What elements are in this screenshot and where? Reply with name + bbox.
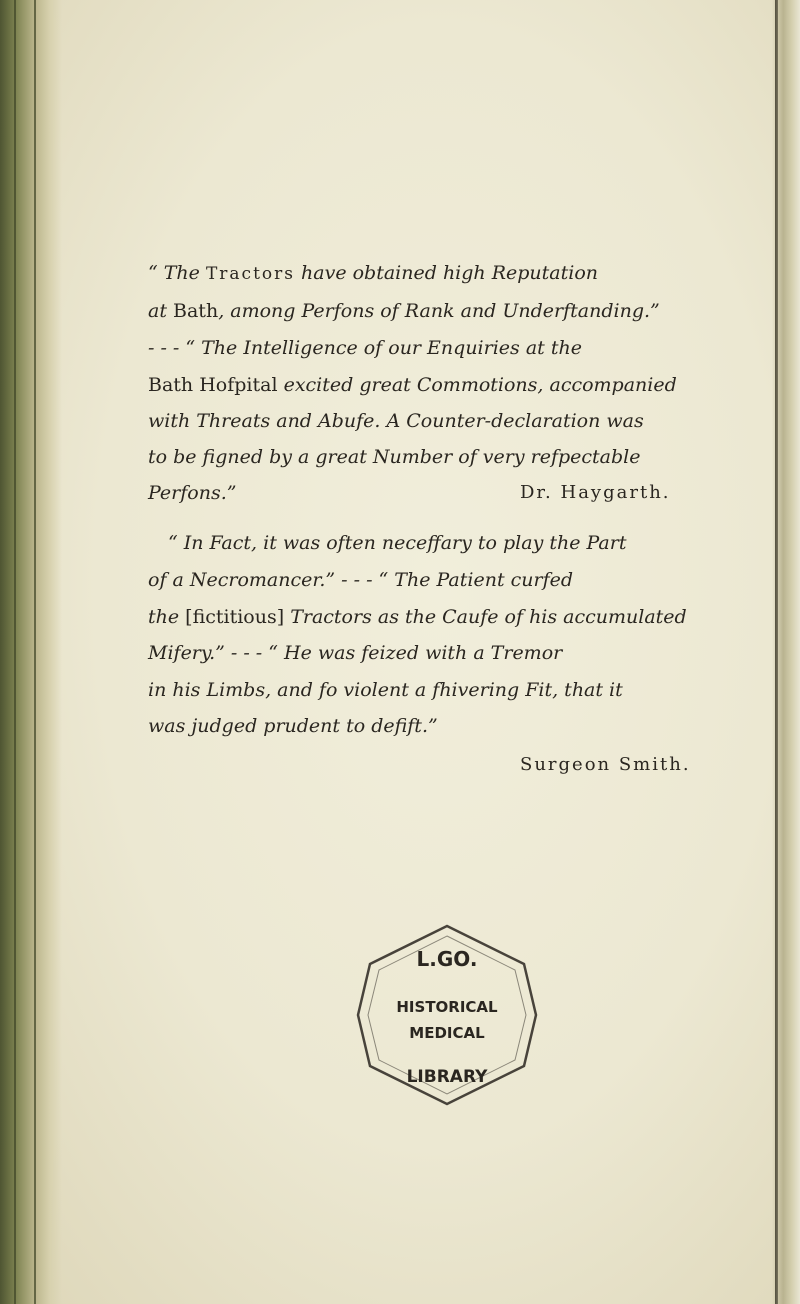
quote-text: [fictitious] [185, 606, 285, 628]
quote-line: Perfons.” [148, 482, 237, 504]
binding-line [14, 0, 16, 1304]
stamp-text: MEDICAL [409, 1024, 485, 1042]
attribution-smith: Surgeon Smith. [520, 754, 691, 775]
quote-line [148, 262, 760, 284]
quote-text: at [148, 300, 174, 322]
quote-text: excited great Commotions, accompanied [277, 374, 677, 396]
quote-line [148, 300, 760, 322]
binding-line [34, 0, 36, 1304]
quote-line: was judged prudent to defift.” [148, 715, 438, 737]
quote-line [148, 606, 760, 628]
quote-line [148, 337, 760, 359]
quote-text: - - - “ The Intelligence of our Enquiries at the [148, 337, 582, 359]
stamp-text: L.GO. [416, 947, 478, 971]
quote-line: “ In Fact, it was often neceffary to play the Part [168, 532, 627, 554]
quote-text: have obtained high Reputation [295, 262, 598, 284]
quote-text: the [148, 606, 186, 628]
binding-edge [0, 0, 62, 1304]
quote-text: , among Perfons of Rank and Underftanding.” [218, 300, 660, 322]
quote-text: “ The [148, 262, 206, 284]
quote-line [148, 374, 760, 396]
page-edge [772, 0, 800, 1304]
quote-line: in his Limbs, and fo violent a fhivering Fit, that it [148, 679, 623, 701]
quote-line: to be figned by a great Number of very refpectable [148, 446, 641, 468]
stamp-text: HISTORICAL [396, 998, 498, 1016]
quote-line: with Threats and Abufe. A Counter-declaration was [148, 410, 644, 432]
library-stamp-icon [352, 920, 542, 1110]
quote-line: Mifery.” - - - “ He was feized with a Tremor [148, 642, 563, 664]
quote-text: Tractors [205, 264, 295, 284]
quote-text: Bath Hofpital [148, 374, 278, 396]
quote-line: of a Necromancer.” - - - “ The Patient curfed [148, 569, 574, 591]
stamp-text: LIBRARY [406, 1067, 488, 1087]
quote-text: Bath [173, 300, 219, 322]
attribution-haygarth: Dr. Haygarth. [520, 482, 671, 503]
quote-text: Tractors as the Caufe of his accumulated [284, 606, 687, 628]
